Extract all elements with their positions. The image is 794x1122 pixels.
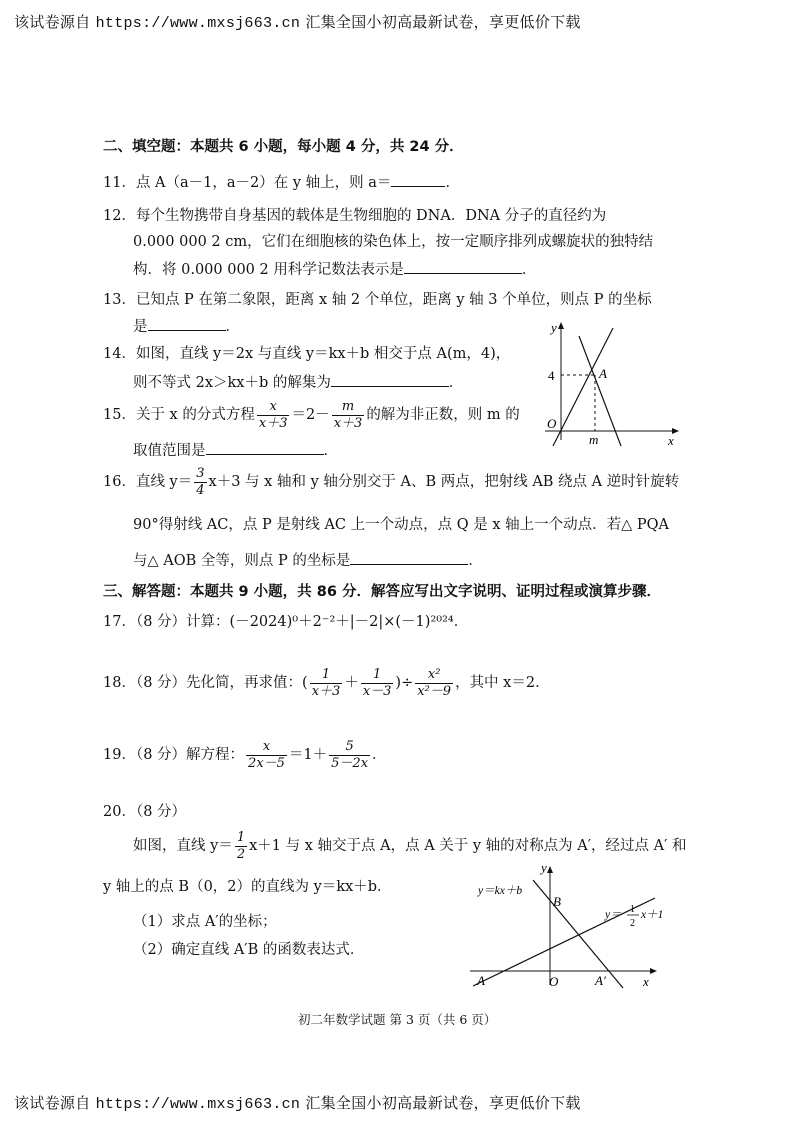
fraction: $\frac{1}{x+3}$ [311, 666, 341, 699]
section3-title: 三、解答题：本题共 9 小题，共 86 分．解答应写出文字说明、证明过程或演算步骤． [103, 584, 661, 600]
question-14-line2: 则不等式 2x＞kx＋b 的解集为 ． [133, 372, 463, 393]
fraction: $\frac{3}{4}$ [196, 465, 205, 498]
point-a-label: A [477, 973, 485, 988]
question-15: 15．关于 x 的分式方程 $\frac{x}{x+3}$ ＝2－ $\frac{m}{x+3}$ 的解为非正数，则 m 的 [103, 398, 520, 431]
point-a-prime-label: A′ [595, 973, 606, 988]
line-half-label-denominator: 2 [630, 918, 635, 929]
question-13: 13．已知点 P 在第二象限，距离 x 轴 2 个单位，距离 y 轴 3 个单位，则点 P 的坐标 [103, 292, 652, 308]
answer-blank[interactable] [206, 440, 324, 455]
origin-label: O [549, 974, 559, 989]
q14-graph-figure [525, 318, 685, 453]
bottom-banner [14, 1092, 581, 1113]
banner-prefix: 该试卷源自 [14, 13, 91, 31]
question-14: 14．如图，直线 y＝2x 与直线 y＝kx＋b 相交于点 A(m，4)， [103, 346, 511, 362]
banner-prefix: 该试卷源自 [14, 1094, 91, 1112]
page-footer: 初二年数学试题 第 3 页（共 6 页） [298, 1012, 497, 1027]
point-b-label: B [553, 894, 561, 909]
banner-suffix: 汇集全国小初高最新试卷，享更低价下载 [305, 1094, 581, 1112]
fraction: $\frac{x}{2x-5}$ [248, 738, 285, 771]
question-19: 19．（8 分）解方程： $\frac{x}{2x-5}$ ＝1＋ $\frac{5}{5-2x}$ ． [103, 738, 387, 771]
answer-blank[interactable] [350, 550, 468, 565]
question-12-line2: 0.000 000 2 cm，它们在细胞核的染色体上，按一定顺序排列成螺旋状的独特结 [133, 234, 654, 250]
banner-suffix: 汇集全国小初高最新试卷，享更低价下载 [305, 13, 581, 31]
fraction: $\frac{1}{x-3}$ [362, 666, 392, 699]
y-axis-arrow [558, 322, 564, 329]
top-banner [14, 11, 581, 32]
x-axis-arrow [650, 968, 657, 974]
q20-graph-figure [465, 860, 685, 995]
line-half-label-prefix: y＝ [605, 909, 622, 921]
question-12-line3: 构．将 0.000 000 2 用科学记数法表示是 ． [133, 259, 536, 280]
question-12: 12．每个生物携带自身基因的载体是生物细胞的 DNA．DNA 分子的直径约为 [103, 208, 607, 224]
question-16-line2: 90°得射线 AC，点 P 是射线 AC 上一个动点，点 Q 是 x 轴上一个动点．若△ PQA [133, 517, 670, 533]
question-17: 17．（8 分）计算：(－2024)⁰＋2⁻²＋|－2|×(－1)²⁰²⁴． [103, 614, 469, 630]
y-axis-label: y [551, 320, 557, 335]
origin-label: O [547, 416, 557, 431]
line-kx-plus-b-label: y＝kx＋b [478, 885, 523, 897]
question-20-line2: y 轴上的点 B（0，2）的直线为 y＝kx＋b． [103, 879, 392, 895]
question-16-line3: 与△ AOB 全等，则点 P 的坐标是 ． [133, 550, 483, 571]
y-axis-label: y [541, 860, 547, 875]
fraction: $\frac{m}{x+3}$ [333, 398, 363, 431]
answer-blank[interactable] [331, 372, 449, 387]
banner-url[interactable]: https://www.mxsj663.cn [95, 15, 301, 32]
y-tick-4-label: 4 [548, 368, 555, 383]
answer-blank[interactable] [404, 259, 522, 274]
line-half-label-numerator: 1 [630, 904, 635, 915]
answer-blank[interactable] [391, 172, 445, 187]
question-20: 20．（8 分） [103, 804, 187, 820]
section2-title: 二、填空题：本题共 6 小题，每小题 4 分，共 24 分． [103, 139, 464, 155]
point-a-label: A [599, 366, 607, 381]
fraction: $\frac{1}{2}$ [236, 829, 246, 862]
x-tick-m-label: m [589, 432, 599, 447]
question-13-line2: 是 ． [133, 316, 240, 337]
question-15-line2: 取值范围是 ． [133, 440, 338, 461]
question-20-sub1: （1）求点 A′的坐标； [133, 914, 277, 930]
x-axis-label: x [668, 433, 674, 448]
line-half-x-plus-1 [473, 898, 655, 986]
y-axis-arrow [547, 866, 553, 873]
fraction: $\frac{x}{x+3}$ [258, 398, 288, 431]
fraction: $\frac{5}{5-2x}$ [331, 738, 369, 771]
question-20-line1: 如图，直线 y＝ $\frac{1}{2}$ x＋1 与 x 轴交于点 A，点 A 关于 y 轴的对称点为 A′，经过点 A′ 和 [133, 829, 687, 862]
answer-blank[interactable] [148, 316, 226, 331]
banner-url[interactable]: https://www.mxsj663.cn [95, 1096, 301, 1113]
question-11: 11．点 A（a－1，a－2）在 y 轴上，则 a＝ ． [103, 172, 460, 193]
line-kx-plus-b [533, 880, 623, 988]
x-axis-label: x [643, 974, 649, 989]
line-half-label-suffix: x＋1 [641, 909, 664, 921]
fraction: $\frac{\text{x²}}{\text{x²－9}}$ [417, 666, 452, 699]
question-16: 16．直线 y＝ $\frac{3}{4}$ x＋3 与 x 轴和 y 轴分别交于 A、B 两点，把射线 AB 绕点 A 逆时针旋转 [103, 465, 680, 498]
question-18: 18．（8 分）先化简，再求值：( $\frac{1}{x+3}$ ＋ $\frac{1}{x-3}$ )÷ $\frac{\text{x²}}{\text{x²－9}}$ ，其中 x＝2． [103, 666, 550, 699]
question-20-sub2: （2）确定直线 A′B 的函数表达式． [133, 942, 365, 958]
